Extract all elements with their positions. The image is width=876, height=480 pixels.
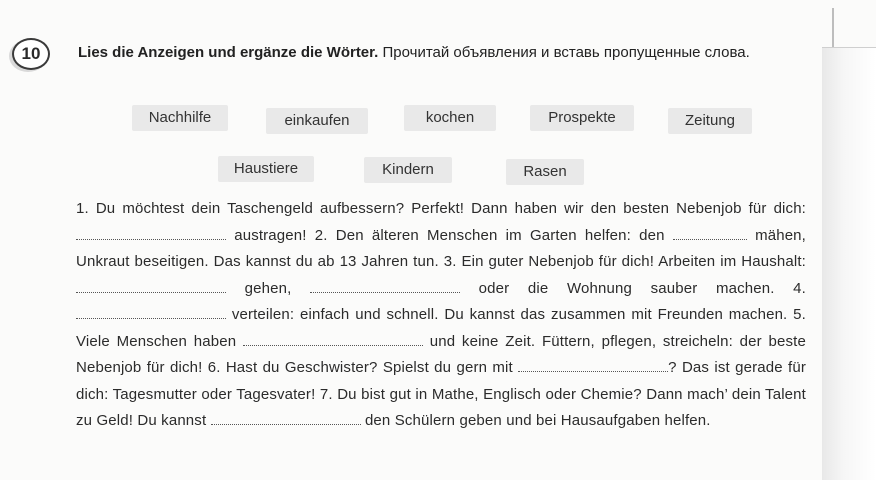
answer-blank-8[interactable] bbox=[211, 412, 361, 425]
word-chip-label: Kindern bbox=[382, 161, 434, 178]
task-number: 10 bbox=[21, 44, 41, 63]
answer-blank-6[interactable] bbox=[243, 333, 423, 346]
word-chip-label: Haustiere bbox=[233, 160, 299, 177]
answer-blank-5[interactable] bbox=[76, 306, 226, 319]
word-chip-nachhilfe bbox=[132, 105, 228, 131]
word-chip-zeitung bbox=[668, 108, 752, 134]
instruction-russian: Прочитай объявления и вставь пропущенные слова. bbox=[382, 44, 750, 61]
word-chip-kochen bbox=[404, 105, 496, 131]
text-part-7: und keine Zeit. Füttern, pflegen, streicheln: der beste Nebenjob für dich! 6. Hast du Geschwister? Spielst du gern mit bbox=[76, 332, 806, 376]
word-chip-label: Rasen bbox=[523, 163, 567, 180]
word-chip-haustiere bbox=[218, 156, 314, 182]
page-edge-shadow bbox=[822, 48, 876, 480]
task-instruction bbox=[78, 42, 818, 63]
text-part-8: ? Das ist gerade für dich: Tagesmutter oder Tagesvater! 7. Du bist gut in Mathe, Englisch oder Chemie? Dann mach’ dein Talent zu Geld! Du kannst bbox=[76, 359, 806, 429]
word-chip-rasen bbox=[506, 159, 584, 185]
word-chip-label: Zeitung bbox=[684, 112, 736, 129]
margin-line-horizontal bbox=[822, 47, 876, 48]
text-part-2: austragen! 2. Den älteren Menschen im Garten helfen: den bbox=[234, 226, 665, 244]
text-part-9: den Schülern geben und bei Hausaufgaben helfen. bbox=[364, 412, 711, 429]
word-chip-label: Prospekte bbox=[548, 109, 616, 126]
word-chip-kindern bbox=[364, 157, 452, 183]
word-chip-label: einkaufen bbox=[284, 112, 350, 129]
word-chip-prospekte bbox=[530, 105, 634, 131]
answer-blank-7[interactable] bbox=[518, 359, 668, 372]
text-part-4: gehen, bbox=[244, 279, 292, 297]
word-chip-einkaufen bbox=[266, 108, 368, 134]
text-part-6: verteilen: einfach und schnell. Du kannst das zusammen mit Freunden machen. 5. Viele Menschen haben bbox=[76, 306, 806, 350]
margin-line bbox=[832, 8, 834, 48]
gap-fill-text bbox=[76, 196, 806, 435]
task-number-badge bbox=[12, 38, 50, 70]
answer-blank-2[interactable] bbox=[673, 227, 747, 240]
word-chip-label: kochen bbox=[425, 109, 475, 126]
answer-blank-3[interactable] bbox=[76, 280, 226, 293]
text-part-1: 1. Du möchtest dein Taschengeld aufbessern? Perfekt! Dann haben wir den besten Nebenjob für dich: bbox=[76, 200, 806, 217]
answer-blank-4[interactable] bbox=[310, 280, 460, 293]
word-chip-label: Nachhilfe bbox=[148, 109, 212, 126]
instruction-german: Lies die Anzeigen und ergänze die Wörter. bbox=[78, 44, 379, 61]
text-part-5: oder die Wohnung sauber machen. 4. bbox=[478, 279, 806, 297]
answer-blank-1[interactable] bbox=[76, 227, 226, 240]
text-part-3: mähen, Unkraut beseitigen. Das kannst du ab 13 Jahren tun. 3. Ein guter Nebenjob für dich! Arbeiten im Haushalt: bbox=[76, 226, 806, 270]
